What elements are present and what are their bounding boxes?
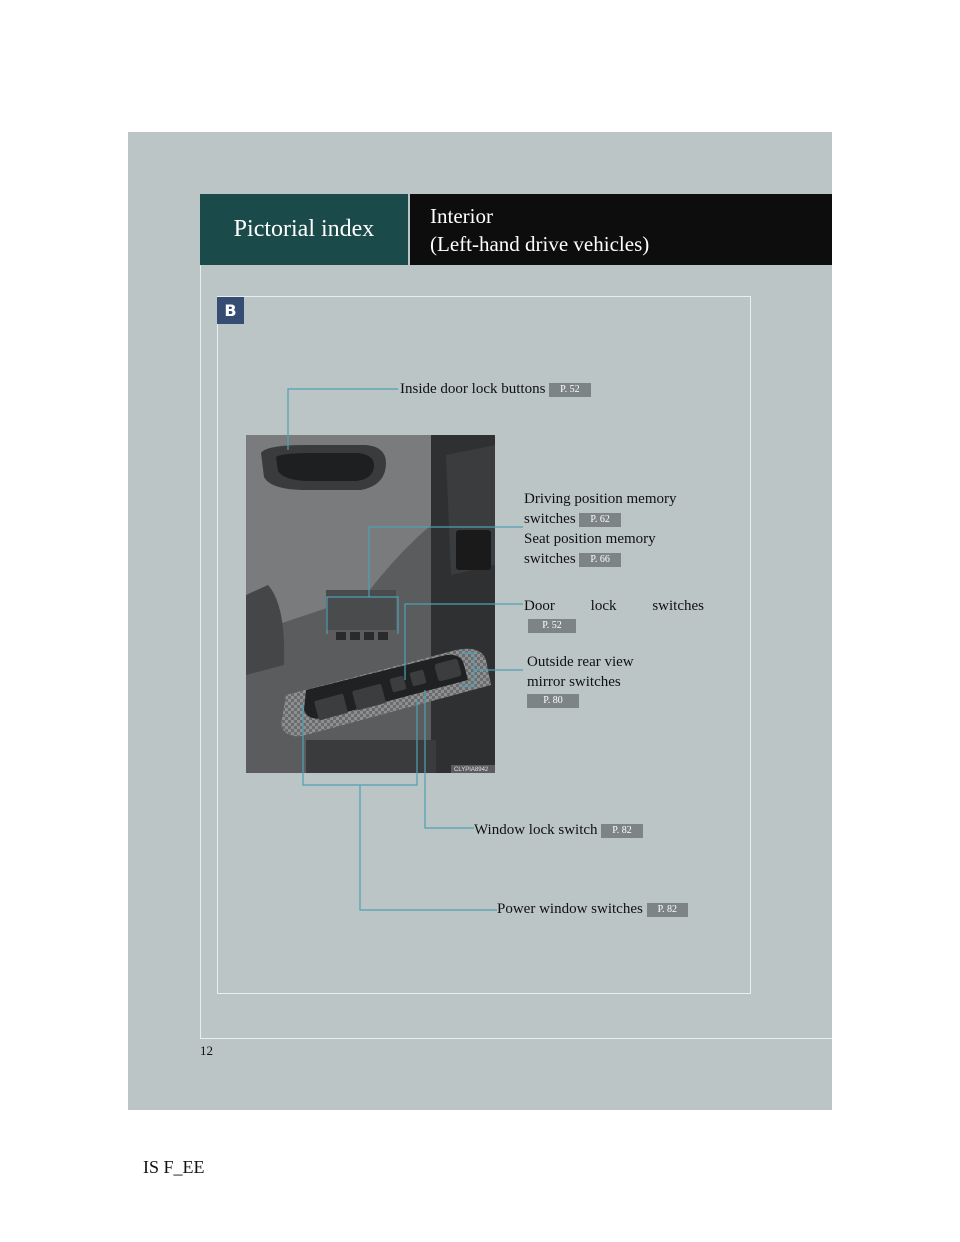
callout-driving-position-memory — [524, 489, 677, 529]
bracket-mirror-switches — [461, 653, 474, 686]
model-code: IS F_EE — [143, 1157, 205, 1177]
leader-inside-door-lock — [288, 389, 398, 450]
page-title-line1: Interior — [430, 203, 493, 228]
callout-label-line1: Driving position memory — [524, 491, 677, 507]
page-ref-badge[interactable]: P. 52 — [549, 383, 590, 397]
callout-window-lock-switch — [474, 820, 643, 840]
callout-label-line1: Seat position memory — [524, 531, 656, 547]
section-title: Pictorial index — [233, 216, 375, 242]
bracket-memory-switches — [327, 597, 398, 634]
page-title-line2: (Left-hand drive vehicles) — [430, 231, 650, 256]
callout-label: Inside door lock buttons — [400, 381, 546, 397]
callout-door-lock-switches — [524, 596, 704, 633]
callout-seat-position-memory — [524, 529, 656, 569]
leader-door-lock-switches — [405, 604, 523, 680]
callout-word-switches: switches — [652, 598, 704, 614]
callout-label: Window lock switch — [474, 822, 598, 838]
page-ref-badge[interactable]: P. 62 — [579, 513, 620, 527]
leader-window-lock — [425, 690, 474, 828]
callout-inside-door-lock-buttons — [400, 379, 591, 399]
callout-word-lock: lock — [590, 598, 617, 614]
page-ref-badge[interactable]: P. 82 — [601, 824, 642, 838]
page-ref-badge[interactable]: P. 82 — [647, 903, 688, 917]
page-ref-badge[interactable]: P. 52 — [528, 619, 576, 633]
leader-power-windows — [360, 785, 497, 910]
page-ref-badge[interactable]: P. 66 — [579, 553, 620, 567]
bracket-power-windows — [303, 700, 417, 785]
callout-label-line2: mirror switches — [527, 674, 621, 690]
callout-outside-mirror-switches — [527, 652, 634, 708]
callout-label-line2: switches — [524, 551, 576, 567]
photo-code: CLYPIA8942 — [454, 767, 489, 773]
leader-memory-switches — [369, 527, 523, 597]
section-badge: B — [217, 297, 244, 324]
callout-label-line2: switches — [524, 511, 576, 527]
page-number: 12 — [200, 1043, 213, 1058]
callout-label: Power window switches — [497, 901, 643, 917]
callout-label-line1: Outside rear view — [527, 654, 634, 670]
callout-power-window-switches — [497, 899, 688, 919]
callout-word-door: Door — [524, 598, 555, 614]
page-ref-badge[interactable]: P. 80 — [527, 694, 579, 708]
